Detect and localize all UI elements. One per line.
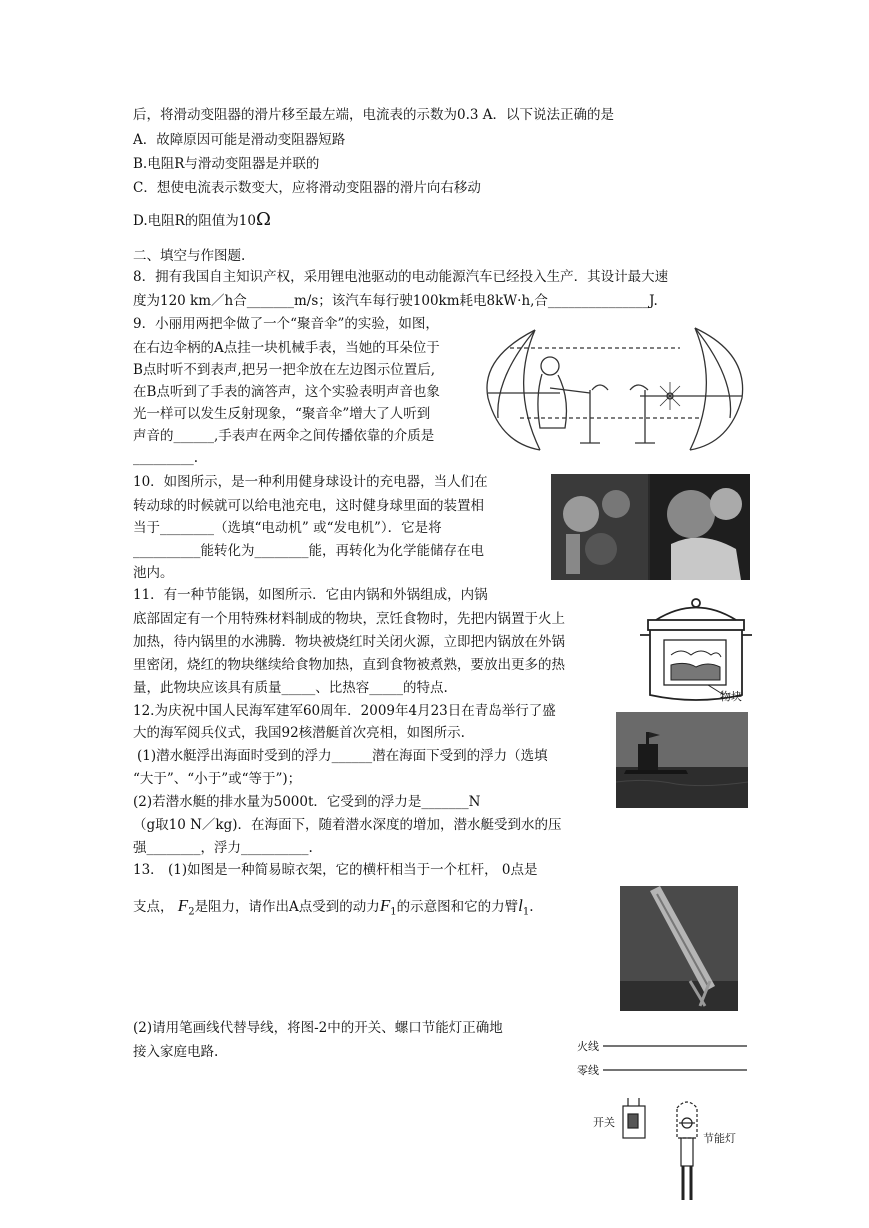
q9-line-1: 9．小丽用两把伞做了一个“聚音伞”的实验，如图，	[133, 316, 439, 332]
q11-line-3: 加热，待内锅里的水沸腾．物块被烧红时关闭火源，立即把内锅放在外锅	[133, 634, 565, 650]
q12-line-2: 大的海军阅兵仪式，我国92核潜艇首次亮相，如图所示.	[133, 725, 465, 741]
q9-line-2: 在右边伞柄的A点挂一块机械手表，当她的耳朵位于	[133, 340, 440, 356]
symbol-f1: F	[379, 896, 391, 915]
q7-option-c: C．想使电流表示数变大，应将滑动变阻器的滑片向右移动	[133, 180, 481, 196]
fitness-ball-photo	[551, 474, 750, 580]
q7-option-d-text: D.电阻R的阻值为10	[133, 213, 256, 229]
energy-saving-pot-figure	[636, 595, 756, 710]
lamp-label: 节能灯	[703, 1132, 736, 1145]
symbol-f2: F	[177, 896, 189, 915]
subscript-l1: 1	[522, 906, 530, 918]
ohm-symbol: Ω	[255, 209, 271, 230]
q13-text-a: 支点，	[133, 899, 174, 915]
q7-option-a: A．故障原因可能是滑动变阻器短路	[133, 132, 346, 148]
neutral-wire-label: 零线	[577, 1064, 599, 1077]
q13-text-end: .	[529, 899, 534, 915]
clothes-rack-photo	[620, 886, 738, 1011]
q13-text-c: 的示意图和它的力臂	[396, 899, 519, 915]
q12-line-3: (1)潜水艇浮出海面时受到的浮力______潜在海面下受到的浮力（选填	[137, 748, 548, 764]
q11-line-1: 11．有一种节能锅，如图所示．它由内锅和外锅组成，内锅	[133, 587, 488, 603]
q12-line-5: (2)若潜水艇的排水量为5000t．它受到的浮力是_______N	[133, 794, 481, 810]
q10-line-2: 转动球的时候就可以给电池充电，这时健身球里面的装置相	[133, 498, 484, 514]
live-wire-label: 火线	[577, 1040, 599, 1053]
q13-line-1: 13． (1)如图是一种简易晾衣架，它的横杆相当于一个杠杆， 0点是	[133, 862, 538, 878]
q11-line-2: 底部固定有一个用特殊材料制成的物块，烹饪食物时，先把内锅置于火上	[133, 611, 565, 627]
q10-line-4: __________能转化为________能，再转化为化学能储存在电	[133, 543, 484, 559]
q7-option-d	[133, 210, 271, 231]
q12-line-4: “大于”、“小于”或“等于”)；	[133, 771, 302, 787]
household-circuit-diagram	[565, 1028, 750, 1213]
q7-stem: 后，将滑动变阻器的滑片移至最左端，电流表的示数为0.3 A．以下说法正确的是	[133, 107, 615, 123]
q9-line-3: B点时听不到表声,把另一把伞放在左边图示位置后,	[133, 362, 436, 378]
q8-line-2: 度为120 km／h合_______m/s；该汽车每行驶100km耗电8kW·h,合_______________J.	[133, 293, 658, 309]
submarine-photo	[616, 712, 748, 808]
q13-part2-line-1: (2)请用笔画线代替导线，将图-2中的开关、螺口节能灯正确地	[133, 1020, 503, 1036]
q9-line-7: _________.	[133, 450, 199, 466]
q11-line-5: 量，此物块应该具有质量_____、比热容_____的特点.	[133, 680, 448, 696]
q10-line-5: 池内。	[133, 565, 174, 581]
q9-line-5: 光一样可以发生反射现象，“聚音伞”增大了人听到	[133, 406, 431, 422]
q9-line-4: 在B点听到了手表的滴答声，这个实验表明声音也象	[133, 384, 440, 400]
q13-line-2	[133, 896, 533, 923]
subscript-2: 2	[188, 906, 195, 918]
subscript-1: 1	[390, 906, 397, 918]
q12-line-7: 强________，浮力__________.	[133, 840, 313, 856]
q11-line-4: 里密闭，烧红的物块继续给食物加热，直到食物被煮熟，要放出更多的热	[133, 657, 565, 673]
q7-option-b: B.电阻R与滑动变阻器是并联的	[133, 156, 320, 172]
block-label: 物块	[720, 690, 742, 703]
q10-line-3: 当于________（选填“电动机” 或“发电机”）．它是将	[133, 520, 442, 536]
umbrella-figure	[480, 318, 748, 458]
section-heading: 二、填空与作图题.	[133, 248, 246, 264]
q10-line-1: 10．如图所示，是一种利用健身球设计的充电器，当人们在	[133, 474, 488, 490]
symbol-l1: l	[518, 896, 523, 915]
q9-line-6: 声音的______,手表声在两伞之间传播依靠的介质是	[133, 428, 435, 444]
q8-line-1: 8．拥有我国自主知识产权，采用锂电池驱动的电动能源汽车已经投入生产．其设计最大速	[133, 269, 669, 285]
q12-line-6: （g取10 N／kg)．在海面下，随着潜水深度的增加，潜水艇受到水的压	[133, 817, 562, 833]
q12-line-1: 12.为庆祝中国人民海军建军60周年．2009年4月23日在青岛举行了盛	[133, 703, 556, 719]
q13-text-b: 是阻力，请作出A点受到的动力	[194, 899, 380, 915]
q13-part2-line-2: 接入家庭电路.	[133, 1044, 219, 1060]
switch-label: 开关	[593, 1116, 615, 1129]
